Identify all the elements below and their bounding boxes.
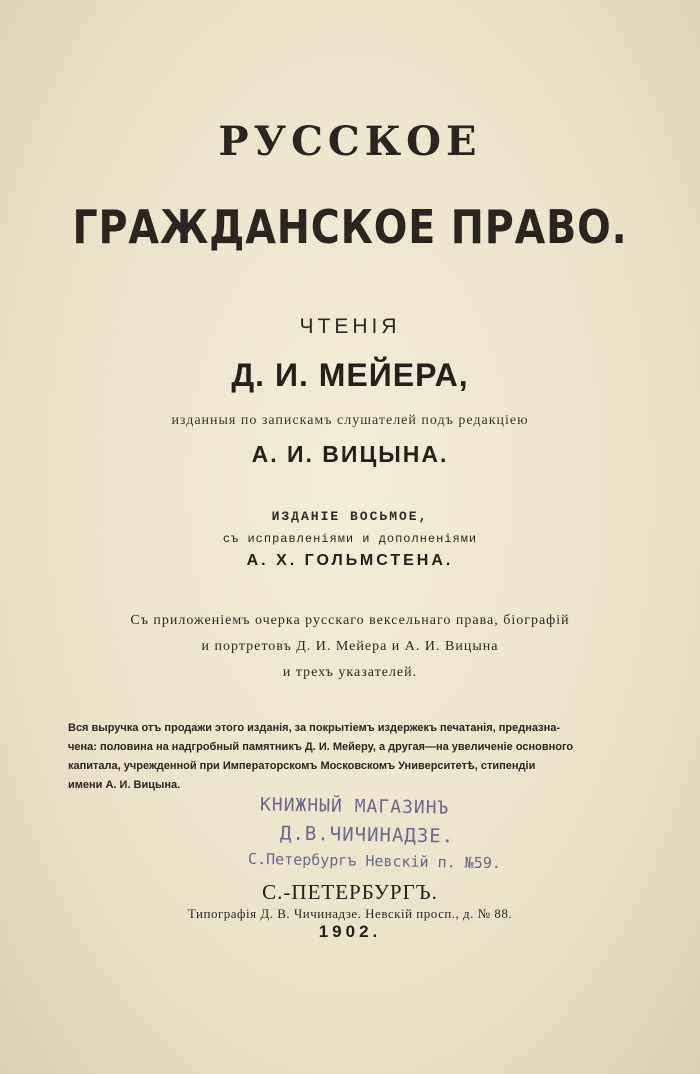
editor-note: изданныя по запискамъ слушателей подъ редакціею [171, 413, 529, 428]
author-name: Д. И. МЕЙЕРА, [231, 357, 469, 393]
edition-label: ИЗДАНІЕ ВОСЬМОЕ, [271, 509, 429, 524]
appendix-line-2: и портретовъ Д. И. Мейера и А. И. Вицына [201, 639, 499, 654]
stamp-line-3: С.Петербургъ Невскій п. №59. [247, 849, 502, 873]
edition-corrections: съ исправленіями и дополненіями [222, 532, 478, 546]
title-line-1: РУССКОЕ [218, 118, 482, 165]
title-line-2: ГРАЖДАНСКОЕ ПРАВО. [72, 200, 628, 254]
proceeds-line-3: капитала, учрежденной при Императорскомъ Московскомъ Университетѣ, стипендіи [68, 760, 536, 772]
stamp-line-2: Д.В.ЧИЧИНАДЗЕ. [279, 822, 455, 848]
stamp-line-1: КНИЖНЫЙ МАГАЗИНЪ [259, 794, 450, 819]
appendix-line-1: Съ приложеніемъ очерка русскаго вексельнаго права, біографій [130, 613, 570, 628]
proceeds-note [68, 719, 636, 795]
appendix-line-3: и трехъ указателей. [282, 665, 418, 680]
imprint-printer: Типографія Д. В. Чичинадзе. Невскій просп., д. № 88. [187, 906, 513, 921]
proceeds-line-4: имени А. И. Вицына. [68, 779, 181, 791]
reviser-name: А. Х. ГОЛЬМСТЕНА. [246, 552, 454, 569]
proceeds-line-2: чена: половина на надгробный памятникъ Д. И. Мейеру, а другая—на увеличеніе основного [68, 741, 574, 753]
editor-name: А. И. ВИЦЫНА. [251, 441, 449, 467]
readings-label: ЧТЕНІЯ [299, 315, 401, 338]
proceeds-line-1: Вся выручка отъ продажи этого изданія, за покрытіемъ издержекъ печатанія, предназна- [68, 722, 561, 734]
imprint-city: С.-ПЕТЕРБУРГЪ. [262, 880, 438, 904]
imprint-year: 1902. [318, 922, 382, 941]
